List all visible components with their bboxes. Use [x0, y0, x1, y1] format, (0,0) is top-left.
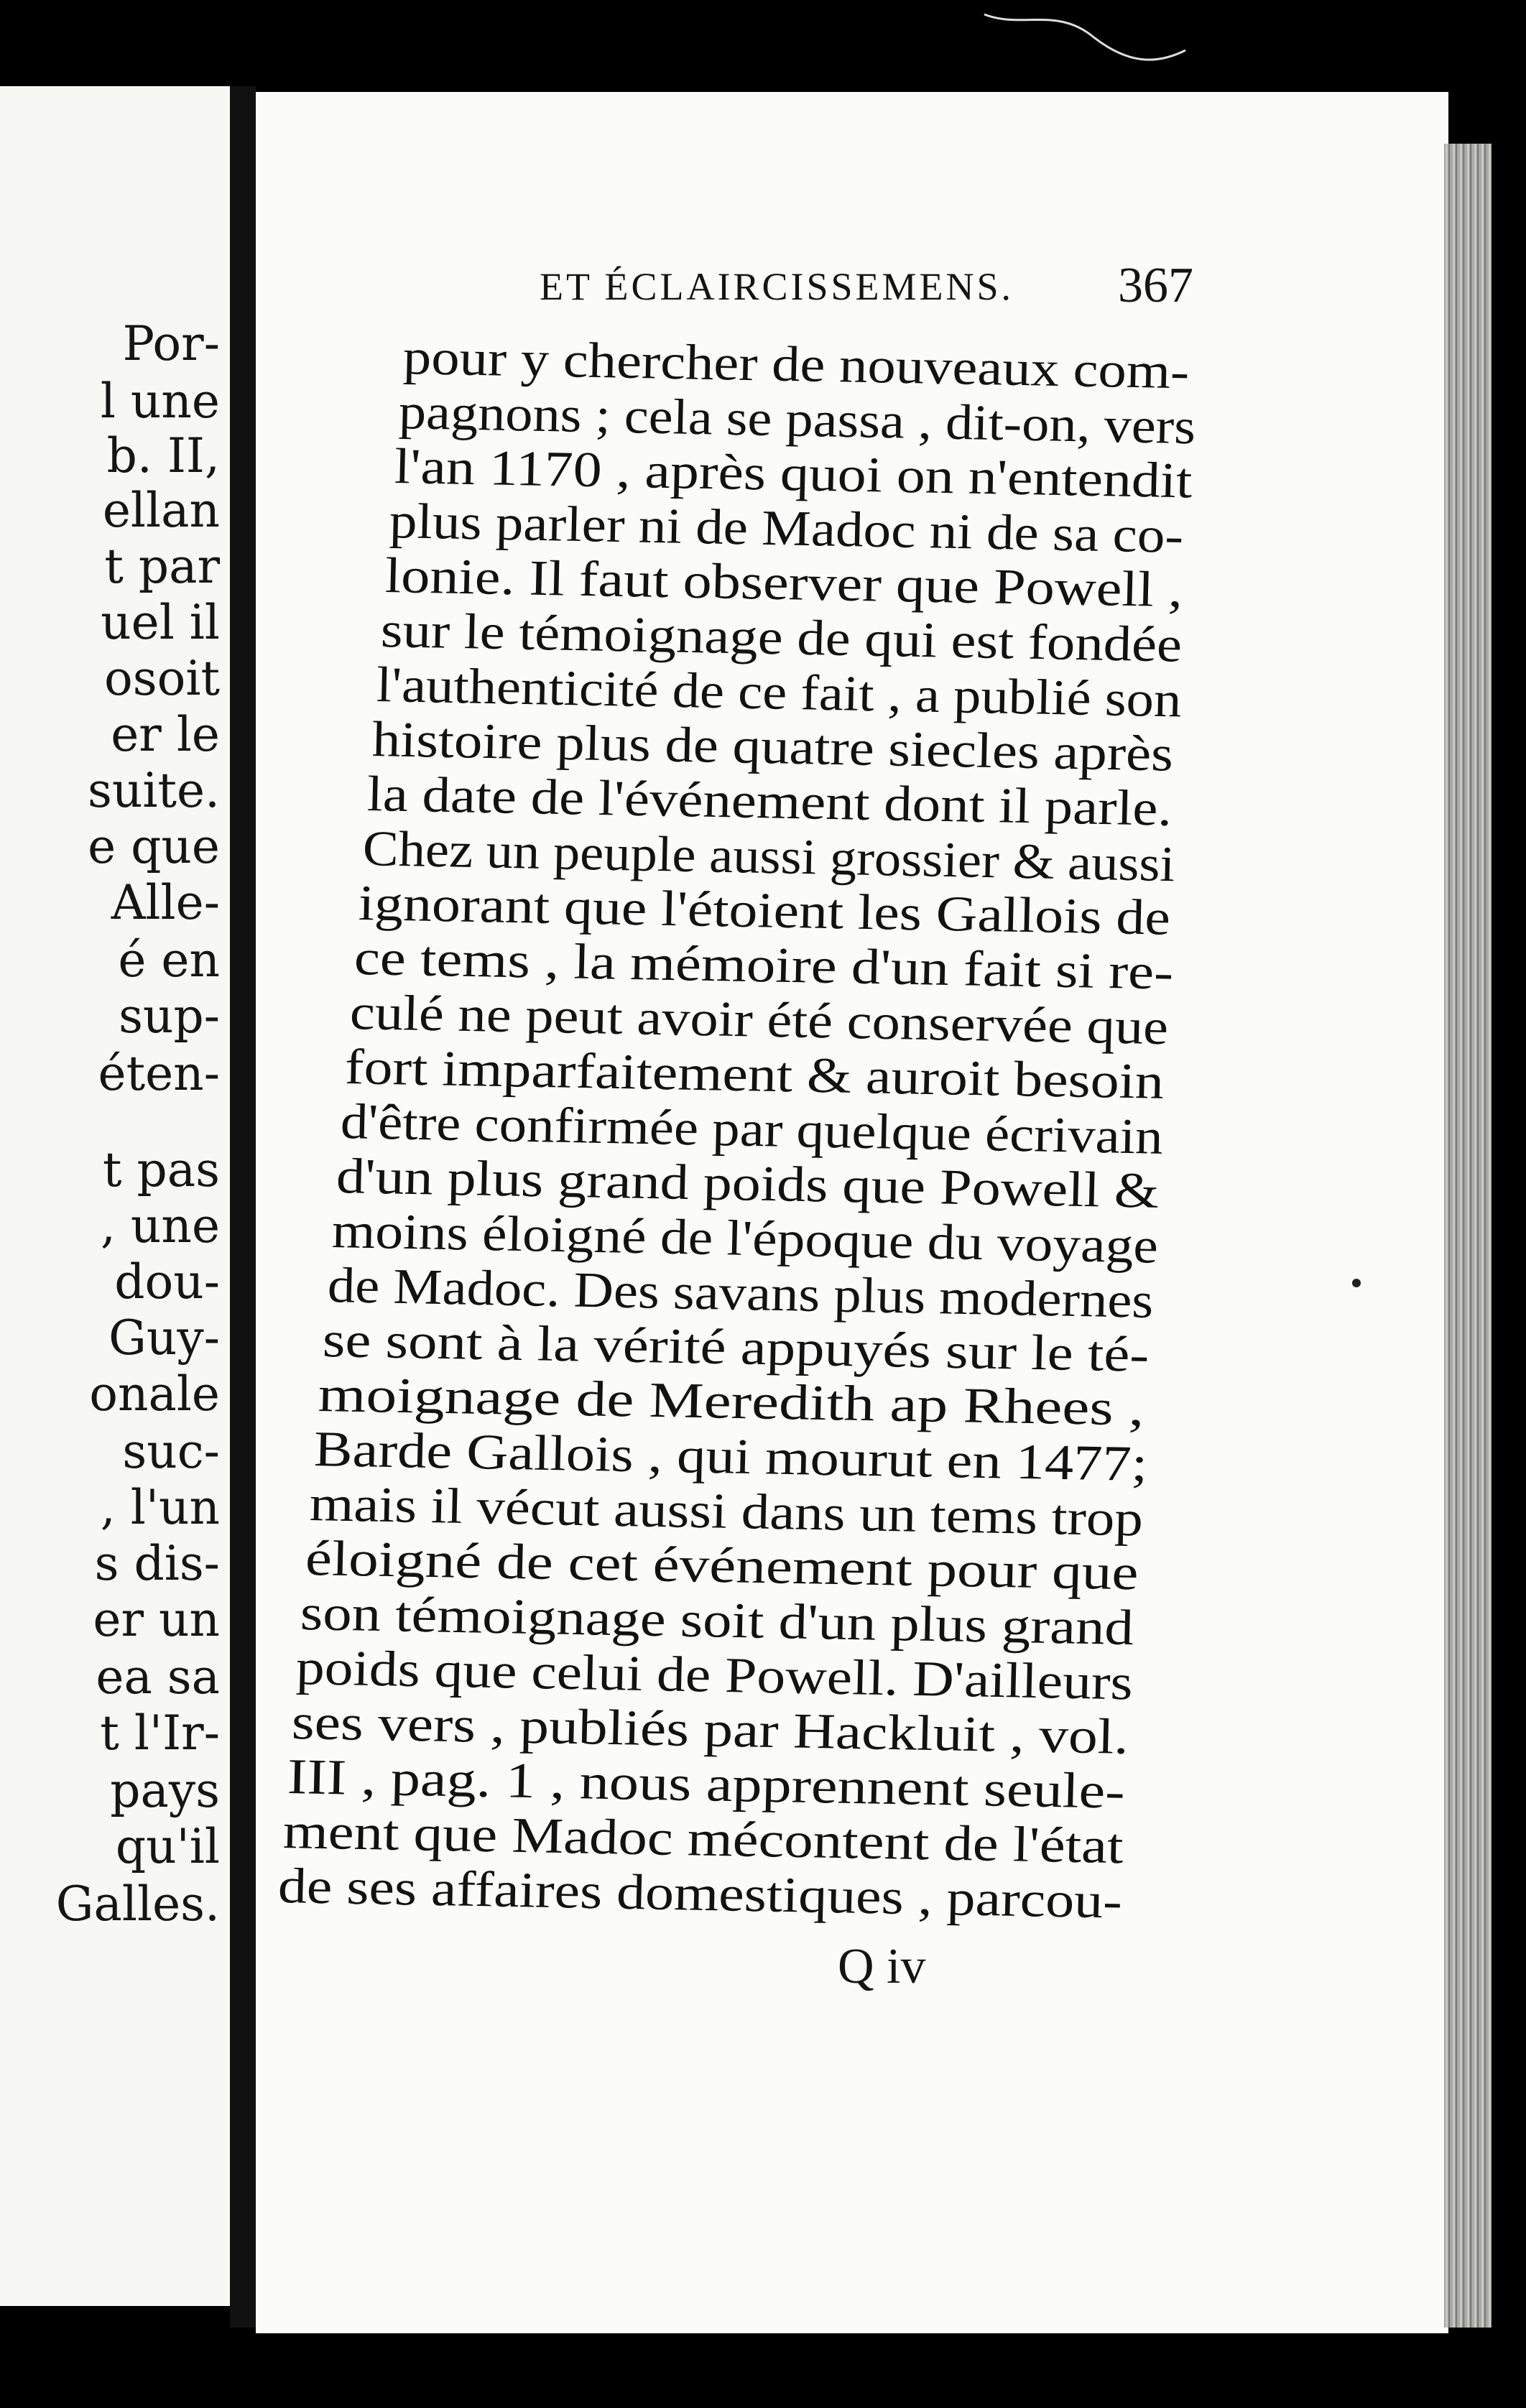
left-page-line-fragment: s dis-	[94, 1536, 220, 1591]
signature-mark: Q iv	[838, 1939, 926, 1994]
left-page-line-fragment: ea sa	[96, 1649, 220, 1705]
left-page-line-fragment: Galles.	[55, 1876, 220, 1932]
left-page-line-fragment: er un	[93, 1592, 220, 1647]
scan-scratch-mark	[977, 0, 1193, 79]
left-page-line-fragment: qu'il	[115, 1819, 220, 1874]
current-page	[256, 92, 1448, 2333]
body-text-line: mais il vécut aussi dans un tems trop	[308, 1476, 1144, 1547]
page-edges	[1444, 144, 1492, 2328]
body-text-line: culé ne peut avoir été conservée que	[348, 985, 1169, 1056]
left-page-line-fragment: uel il	[101, 595, 220, 650]
left-page-line-fragment: , l'un	[100, 1480, 220, 1535]
left-page-line-fragment: dou-	[114, 1254, 220, 1310]
body-text-line: pagnons ; cela se passa , dit-on, vers	[397, 384, 1196, 455]
left-page-line-fragment: ellan	[102, 483, 220, 538]
page-body-text	[256, 92, 1448, 2247]
body-text-line: ment que Madoc mécontent de l'état	[282, 1804, 1124, 1875]
left-page-line-fragment: , une	[100, 1198, 220, 1254]
body-text-line: lonie. Il faut observer que Powell ,	[384, 548, 1184, 619]
previous-page	[0, 86, 230, 2306]
body-text-line: Barde Gallois , qui mourut en 1477;	[313, 1422, 1149, 1493]
body-text-line: histoire plus de quatre siecles après	[371, 712, 1174, 782]
body-text-line: la date de l'événement dont il parle.	[366, 767, 1173, 837]
left-page-line-fragment: sup-	[119, 988, 220, 1044]
body-text-line: poids que celui de Powell. D'ailleurs	[295, 1640, 1134, 1711]
body-text-line: de ses affaires domestiques , parcou-	[277, 1858, 1124, 1930]
body-text-line: Chez un peuple aussi grossier & aussi	[362, 821, 1176, 893]
body-text-line: moins éloigné de l'époque du voyage	[330, 1203, 1159, 1274]
left-page-line-fragment: onale	[89, 1366, 220, 1422]
body-text-line: moignage de Meredith ap Rhees ,	[318, 1367, 1145, 1437]
left-page-line-fragment: t pas	[103, 1142, 220, 1198]
body-text-line: sur le témoignage de qui est fondée	[380, 603, 1183, 673]
body-text-line: fort imparfaitement & auroit besoin	[344, 1039, 1165, 1110]
body-text-line: de Madoc. Des savans plus modernes	[326, 1258, 1154, 1329]
left-page-line-fragment: Alle-	[111, 875, 220, 930]
body-text-line: plus parler ni de Madoc ni de sa co-	[389, 494, 1185, 564]
body-text-line: III , pag. 1 , nous apprennent seule-	[286, 1749, 1126, 1820]
body-text-line: son témoignage soit d'un plus grand	[300, 1585, 1135, 1657]
body-text-line: éloigné de cet événement pour que	[304, 1531, 1139, 1601]
ink-speck	[1352, 1279, 1361, 1287]
body-text-line: ce tems , la mémoire d'un fait si re-	[353, 930, 1174, 1001]
left-page-line-fragment: éten-	[98, 1046, 220, 1101]
body-text-line: ignorant que l'étoient les Gallois de	[358, 876, 1171, 946]
book-gutter	[230, 86, 256, 2328]
left-page-line-fragment: osoit	[104, 651, 220, 706]
left-page-line-fragment: suite.	[87, 763, 220, 818]
body-text-line: l'an 1170 , après quoi on n'entendit	[393, 439, 1193, 509]
body-text-line: l'authenticité de ce fait , a publié son	[375, 657, 1183, 728]
left-page-line-fragment: t l'Ir-	[100, 1705, 220, 1761]
body-text-line: d'être confirmée par quelque écrivain	[340, 1094, 1164, 1165]
left-page-line-fragment: pays	[110, 1763, 220, 1818]
left-page-line-fragment: er le	[111, 707, 220, 762]
left-page-line-fragment: Guy-	[108, 1310, 220, 1366]
left-page-line-fragment: suc-	[122, 1424, 220, 1479]
left-page-line-fragment: Por-	[122, 316, 220, 371]
left-page-line-fragment: e que	[88, 819, 220, 874]
body-text-line: se sont à la vérité appuyés sur le té-	[322, 1312, 1150, 1383]
left-page-line-fragment: t par	[104, 539, 220, 594]
left-page-line-fragment: b. II,	[106, 428, 220, 483]
running-head: ET ÉCLAIRCISSEMENS.	[540, 265, 1014, 308]
body-text-line: d'un plus grand poids que Powell &	[336, 1149, 1160, 1219]
page-number: 367	[1118, 258, 1193, 313]
body-text-line: pour y chercher de nouveaux com-	[402, 330, 1190, 400]
left-page-line-fragment: é en	[118, 932, 220, 988]
body-text-line: ses vers , publiés par Hackluit , vol.	[291, 1695, 1129, 1765]
left-page-line-fragment: l une	[100, 374, 220, 429]
